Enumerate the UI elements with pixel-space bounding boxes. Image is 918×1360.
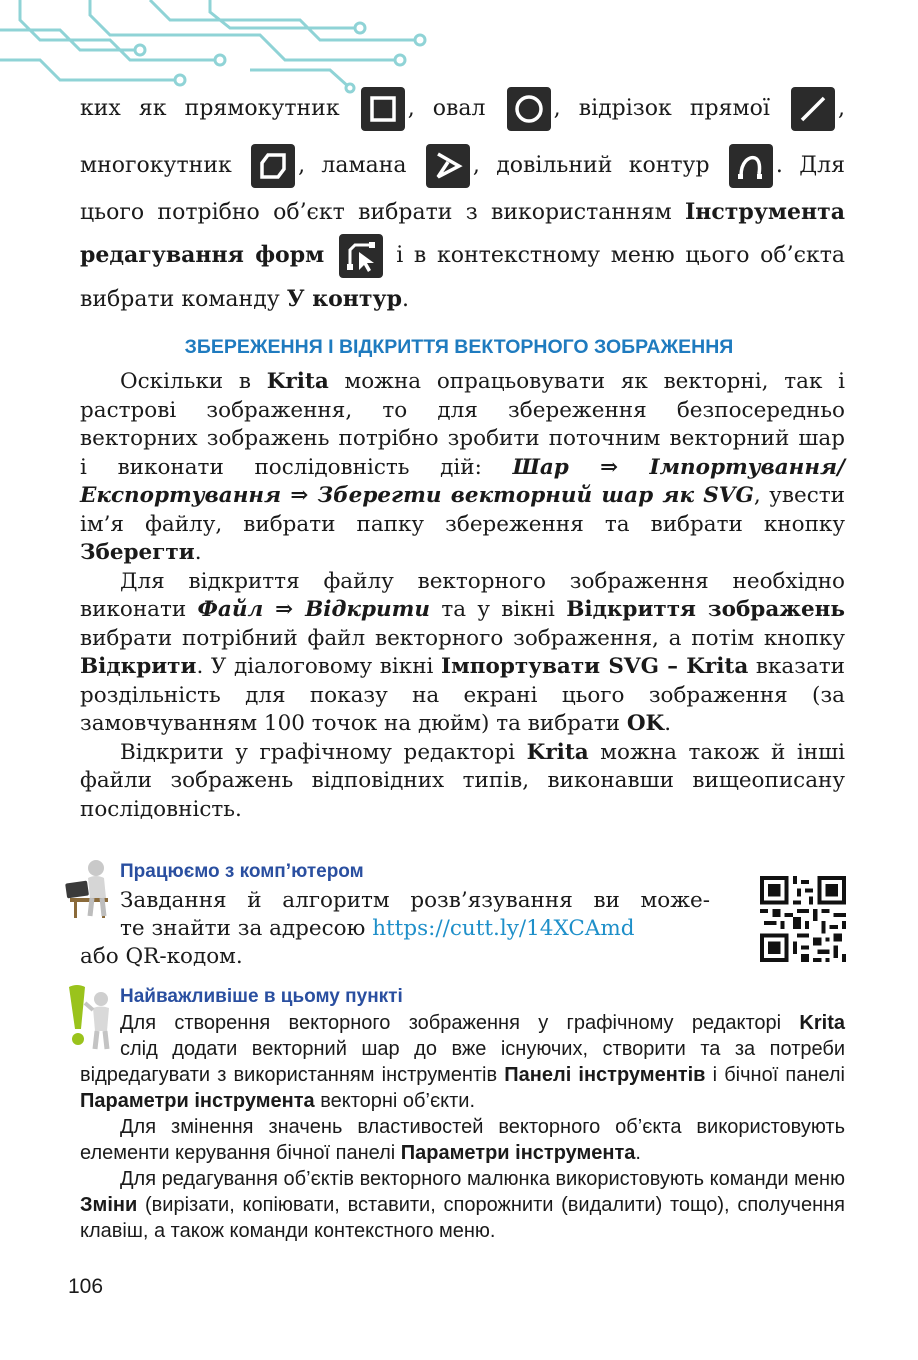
- polygon-icon: [251, 144, 295, 188]
- key-points-line-2: слід додати векторний шар до вже існуючих, створити та за потреби: [120, 1038, 845, 1060]
- person-at-computer-icon: [62, 858, 118, 920]
- paragraph-3: Відкрити у графічному редакторі Krita можна також й інші файли зображень відповідних типів, виконавши вищеописану послідовність.: [80, 739, 845, 822]
- intro-line-4: редагування форм і в контекстному меню цього об’єкта: [80, 232, 845, 279]
- computer-work-line-2: те знайти за адресою https://cutt.ly/14XCAmd: [120, 916, 635, 941]
- key-points-paragraph-2: Для змінення значень властивостей векторного об’єкта використовують елементи керування бічної панелі Параметри інструмента.: [80, 1116, 845, 1164]
- page-number: 106: [68, 1275, 104, 1298]
- paragraph-1: Оскільки в Krita можна опрацьовувати як векторні, так і растрові зображення, то для збереження безпосередньо векторних зображень потрібно зробити поточним векторний шар і виконати послідовність дій: Шар ⇒ Імпортування/Експортування ⇒ Зберегти векторний шар як SVG, увести ім’я файлу, вибрати папку збереження та вибрати кнопку Зберегти.: [80, 369, 846, 565]
- computer-work-line-1: Завдання й алгоритм розв’язування ви може-: [120, 888, 710, 913]
- key-points-line-3: відредагувати з використанням інструментів Панелі інструментів і бічної панелі Параметри інструмента векторні об’єкти.: [80, 1064, 845, 1112]
- exclamation-person-icon: [63, 983, 119, 1053]
- key-points-title: Найважливіше в цьому пункті: [120, 986, 403, 1007]
- task-link[interactable]: https://cutt.ly/14XCAmd: [372, 916, 635, 941]
- key-points-line-1: Для створення векторного зображення у графічному редакторі Krita: [120, 1012, 845, 1034]
- intro-line-3: цього потрібно об’єкт вибрати з використанням Інструмента: [80, 199, 845, 225]
- freehand-path-icon: [729, 144, 773, 188]
- intro-line-2: многокутник , ламана , довільний контур . Для: [80, 143, 845, 189]
- intro-line-5: вибрати команду У контур.: [80, 286, 409, 312]
- polyline-icon: [426, 144, 470, 188]
- intro-line-1: ких як прямокутник , овал , відрізок прямої ,: [80, 86, 845, 132]
- shape-edit-tool-icon: [339, 234, 383, 278]
- circuit-decoration: [0, 0, 430, 95]
- key-points-paragraph-3: Для редагування об’єктів векторного малюнка використовують команди меню Зміни (вирізати, копіювати, вставити, спорожнити (видалити) тощо), сполучення клавіш, а також команди контекстного меню.: [80, 1168, 845, 1242]
- rectangle-icon: [361, 87, 405, 131]
- qr-code[interactable]: [760, 876, 846, 962]
- computer-work-title: Працюємо з комп’ютером: [120, 861, 364, 882]
- line-icon: [791, 87, 835, 131]
- ellipse-icon: [507, 87, 551, 131]
- paragraph-2: Для відкриття файлу векторного зображення необхідно виконати Файл ⇒ Відкрити та у вікні Відкриття зображень вибрати потрібний файл векторного зображення, а потім кнопку Відкрити. У діалоговому вікні Імпортувати SVG – Krita вказати роздільність для показу на екрані цього зображення (за замовчуванням 100 точок на дюйм) та вибрати OK.: [80, 568, 846, 736]
- section-heading: ЗБЕРЕЖЕННЯ І ВІДКРИТТЯ ВЕКТОРНОГО ЗОБРАЖЕННЯ: [184, 336, 734, 358]
- section-body: [80, 368, 845, 824]
- computer-work-line-3: або QR-кодом.: [80, 944, 243, 969]
